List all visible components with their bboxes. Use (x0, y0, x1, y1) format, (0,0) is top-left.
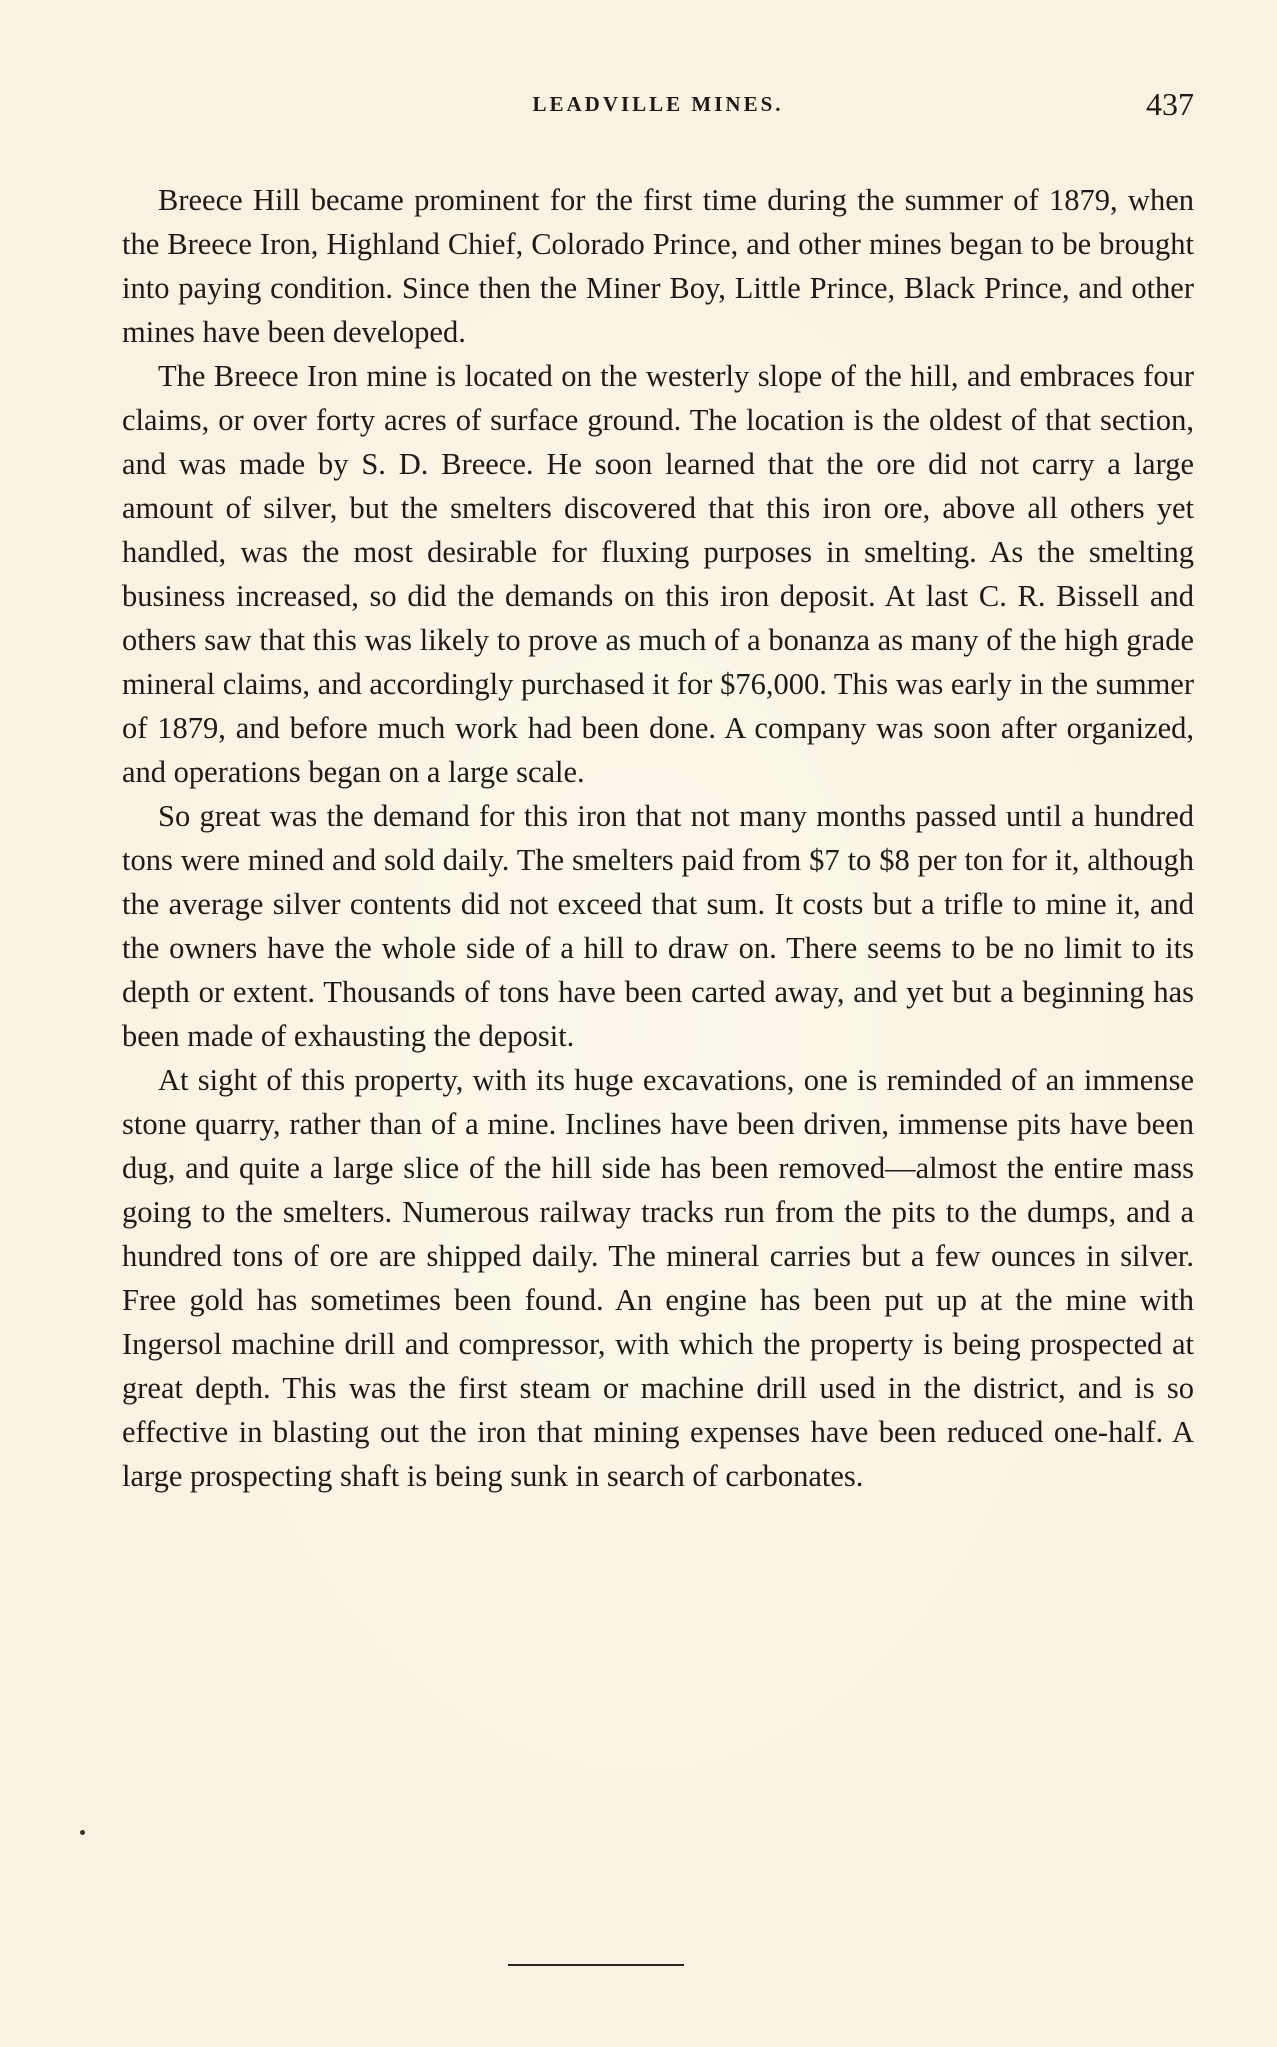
page-header (122, 86, 1194, 126)
running-title: LEADVILLE MINES. (532, 92, 784, 116)
paragraph-excavations: At sight of this property, with its huge excavations, one is reminded of an immense stone quarry, rather than of a mine. Inclines have been driven, immense pits have been dug, and quite a large slice of the hill side has been removed—almost the entire mass going to the smelters. Numerous railway tracks run from the pits to the dumps, and a hundred tons of ore are shipped daily. The mineral carries but a few ounces in silver. Free gold has sometimes been found. An engine has been put up at the mine with Ingersol machine drill and compressor, with which the property is being prospected at great depth. This was the first steam or machine drill used in the district, and is so effective in blasting out the iron that mining expenses have been reduced one-half. A large prospecting shaft is being sunk in search of carbonates. (122, 1063, 1194, 1493)
body-text (122, 178, 1194, 1498)
paragraph-breece-hill: Breece Hill became prominent for the first time during the summer of 1879, when the Breece Iron, Highland Chief, Colorado Prince, and other mines began to be brought into paying condition. Since then the Miner Boy, Little Prince, Black Prince, and other mines have been developed. (122, 183, 1194, 349)
footer-rule (508, 1964, 684, 1966)
margin-mark (80, 1830, 85, 1835)
paragraph-iron-demand: So great was the demand for this iron that not many months passed until a hundred tons were mined and sold daily. The smelters paid from $7 to $8 per ton for it, although the average silver contents did not exceed that sum. It costs but a trifle to mine it, and the owners have the whole side of a hill to draw on. There seems to be no limit to its depth or extent. Thousands of tons have been carted away, and yet but a beginning has been made of exhausting the deposit. (122, 799, 1194, 1053)
page-number: 437 (1146, 86, 1194, 122)
paragraph-breece-iron-mine: The Breece Iron mine is located on the westerly slope of the hill, and embraces four claims, or over forty acres of surface ground. The location is the oldest of that section, and was made by S. D. Breece. He soon learned that the ore did not carry a large amount of silver, but the smelters discovered that this iron ore, above all others yet handled, was the most desirable for fluxing purposes in smelting. As the smelting business increased, so did the demands on this iron deposit. At last C. R. Bissell and others saw that this was likely to prove as much of a bonanza as many of the high grade mineral claims, and accordingly purchased it for $76,000. This was early in the summer of 1879, and before much work had been done. A company was soon after organized, and operations began on a large scale. (122, 359, 1194, 789)
